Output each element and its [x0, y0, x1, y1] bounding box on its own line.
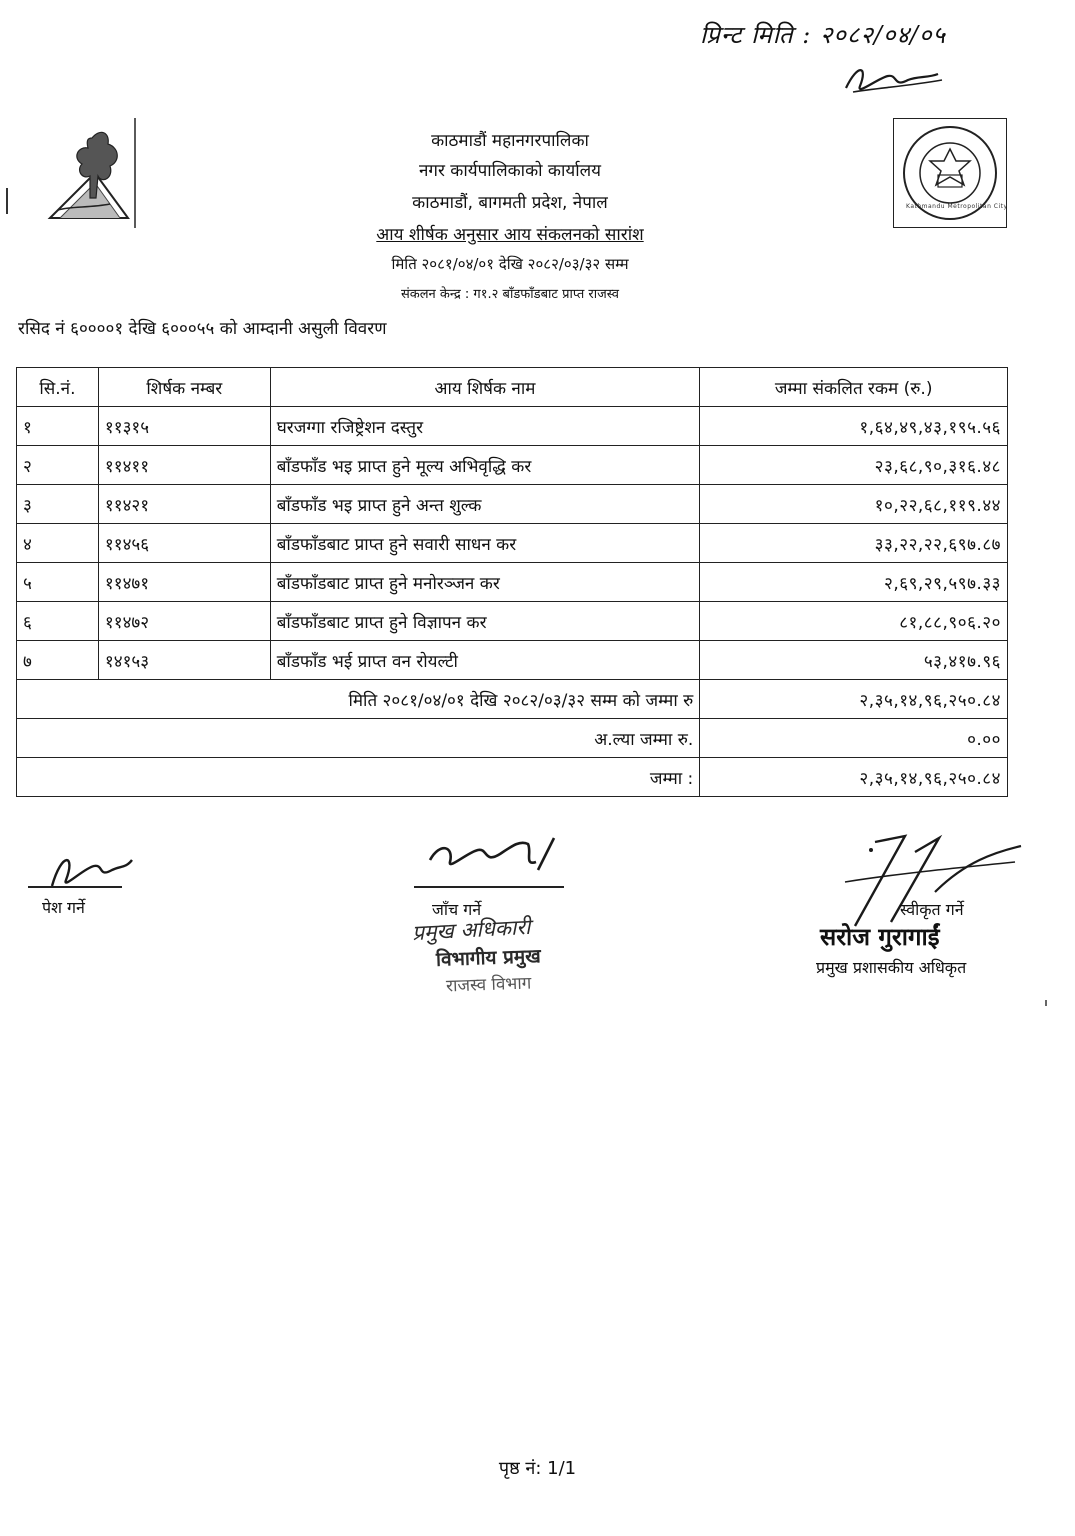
row-amount: २३,६८,९०,३१६.४८ [700, 446, 1008, 485]
row-sn: ५ [17, 563, 99, 602]
col-amount-header: जम्मा संकलित रकम (रु.) [700, 368, 1008, 407]
prepared-sign-line [28, 886, 122, 888]
org-name: काठमाडौं महानगरपालिका [431, 131, 589, 151]
row-code: ११४७१ [98, 563, 270, 602]
row-amount: १०,२२,६८,११९.४४ [700, 485, 1008, 524]
prepared-role: पेश गर्ने [42, 898, 85, 917]
office-name: नगर कार्यपालिकाको कार्यालय [418, 161, 602, 181]
report-title: आय शीर्षक अनुसार आय संकलनको सारांश [376, 225, 644, 245]
table-row [17, 641, 1008, 680]
table-row [17, 602, 1008, 641]
row-sn: २ [17, 446, 99, 485]
row-name: बाँडफाँडबाट प्राप्त हुने सवारी साधन कर [270, 524, 700, 563]
speck-mark [1045, 1000, 1047, 1006]
row-amount: ५३,४१७.९६ [700, 641, 1008, 680]
row-code: १४१५३ [98, 641, 270, 680]
row-name: घरजग्गा रजिष्ट्रेशन दस्तुर [270, 407, 700, 446]
period-total-row [17, 680, 1008, 719]
grand-total-label: जम्मा : [17, 758, 700, 797]
row-name: बाँडफाँड भइ प्राप्त हुने मूल्य अभिवृद्धि कर [270, 446, 700, 485]
date-range: मिति २०८१/०४/०१ देखि २०८२/०३/३२ सम्म [391, 255, 629, 273]
table-row [17, 485, 1008, 524]
page-number: पृष्ठ नं: 1/1 [498, 1458, 577, 1479]
row-name: बाँडफाँडबाट प्राप्त हुने मनोरञ्जन कर [270, 563, 700, 602]
col-code-header: शिर्षक नम्बर [98, 368, 270, 407]
approved-name: सरोज गुरागाईं [820, 923, 940, 951]
approved-role: स्वीकृत गर्ने [900, 900, 964, 919]
checked-signature [420, 822, 560, 882]
col-sn-header: सि.नं. [17, 368, 99, 407]
row-amount: १,६४,४९,४३,१९५.५६ [700, 407, 1008, 446]
municipality-emblem-icon [40, 118, 140, 228]
advance-total-row [17, 719, 1008, 758]
row-sn: ४ [17, 524, 99, 563]
grand-total-value: २,३५,१४,९६,२५०.८४ [700, 758, 1008, 797]
kathmandu-seal-icon [894, 119, 1006, 227]
row-code: ११४५६ [98, 524, 270, 563]
col-name-header: आय शिर्षक नाम [270, 368, 700, 407]
row-sn: ७ [17, 641, 99, 680]
collection-center: संकलन केन्द्र : ग१.२ बाँडफाँडबाट प्राप्त राजस्व [400, 287, 620, 302]
grand-total-row [17, 758, 1008, 797]
row-name: बाँडफाँड भइ प्राप्त हुने अन्त शुल्क [270, 485, 700, 524]
table-row [17, 446, 1008, 485]
print-date-label: प्रिन्ट मिति : [700, 21, 812, 49]
print-date-value: २०८२/०४/०५ [819, 21, 946, 49]
checked-stamp-line-3: राजस्व विभाग [445, 973, 532, 997]
office-address: काठमाडौं, बागमती प्रदेश, नेपाल [412, 193, 608, 213]
row-sn: ६ [17, 602, 99, 641]
row-amount: ३३,२२,२२,६९७.८७ [700, 524, 1008, 563]
row-code: ११४११ [98, 446, 270, 485]
row-name: बाँडफाँडबाट प्राप्त हुने विज्ञापन कर [270, 602, 700, 641]
approved-title: प्रमुख प्रशासकीय अधिकृत [816, 958, 967, 977]
row-sn: १ [17, 407, 99, 446]
checked-role: जाँच गर्ने [432, 900, 482, 919]
row-amount: २,६९,२९,५९७.३३ [700, 563, 1008, 602]
prepared-signature [40, 846, 140, 896]
row-code: ११३१५ [98, 407, 270, 446]
checked-sign-line [414, 886, 564, 888]
seal-frame [893, 118, 1007, 228]
row-code: ११४२१ [98, 485, 270, 524]
table-row [17, 524, 1008, 563]
print-date-initials-signature [838, 58, 948, 100]
period-total-value: २,३५,१४,९६,२५०.८४ [700, 680, 1008, 719]
row-code: ११४७२ [98, 602, 270, 641]
row-sn: ३ [17, 485, 99, 524]
row-amount: ८१,८८,९०६.२० [700, 602, 1008, 641]
table-header-row [17, 368, 1008, 407]
print-date [700, 18, 946, 51]
checked-stamp-line-2: विभागीय प्रमुख [435, 945, 542, 971]
revenue-table [16, 367, 1008, 797]
advance-total-value: ०.०० [700, 719, 1008, 758]
row-name: बाँडफाँड भई प्राप्त वन रोयल्टी [270, 641, 700, 680]
table-row [17, 563, 1008, 602]
advance-total-label: अ.ल्या जम्मा रु. [17, 719, 700, 758]
checked-stamp-line-1: प्रमुख अधिकारी [411, 914, 531, 946]
receipt-range: रसिद नं ६००००१ देखि ६०००५५ को आम्दानी असुली विवरण [18, 319, 387, 339]
table-row [17, 407, 1008, 446]
seal-text: Kathmandu Metropolitan City [906, 203, 1008, 210]
period-total-label: मिति २०८१/०४/०१ देखि २०८२/०३/३२ सम्म को जम्मा रु [17, 680, 700, 719]
edge-mark [6, 188, 8, 214]
